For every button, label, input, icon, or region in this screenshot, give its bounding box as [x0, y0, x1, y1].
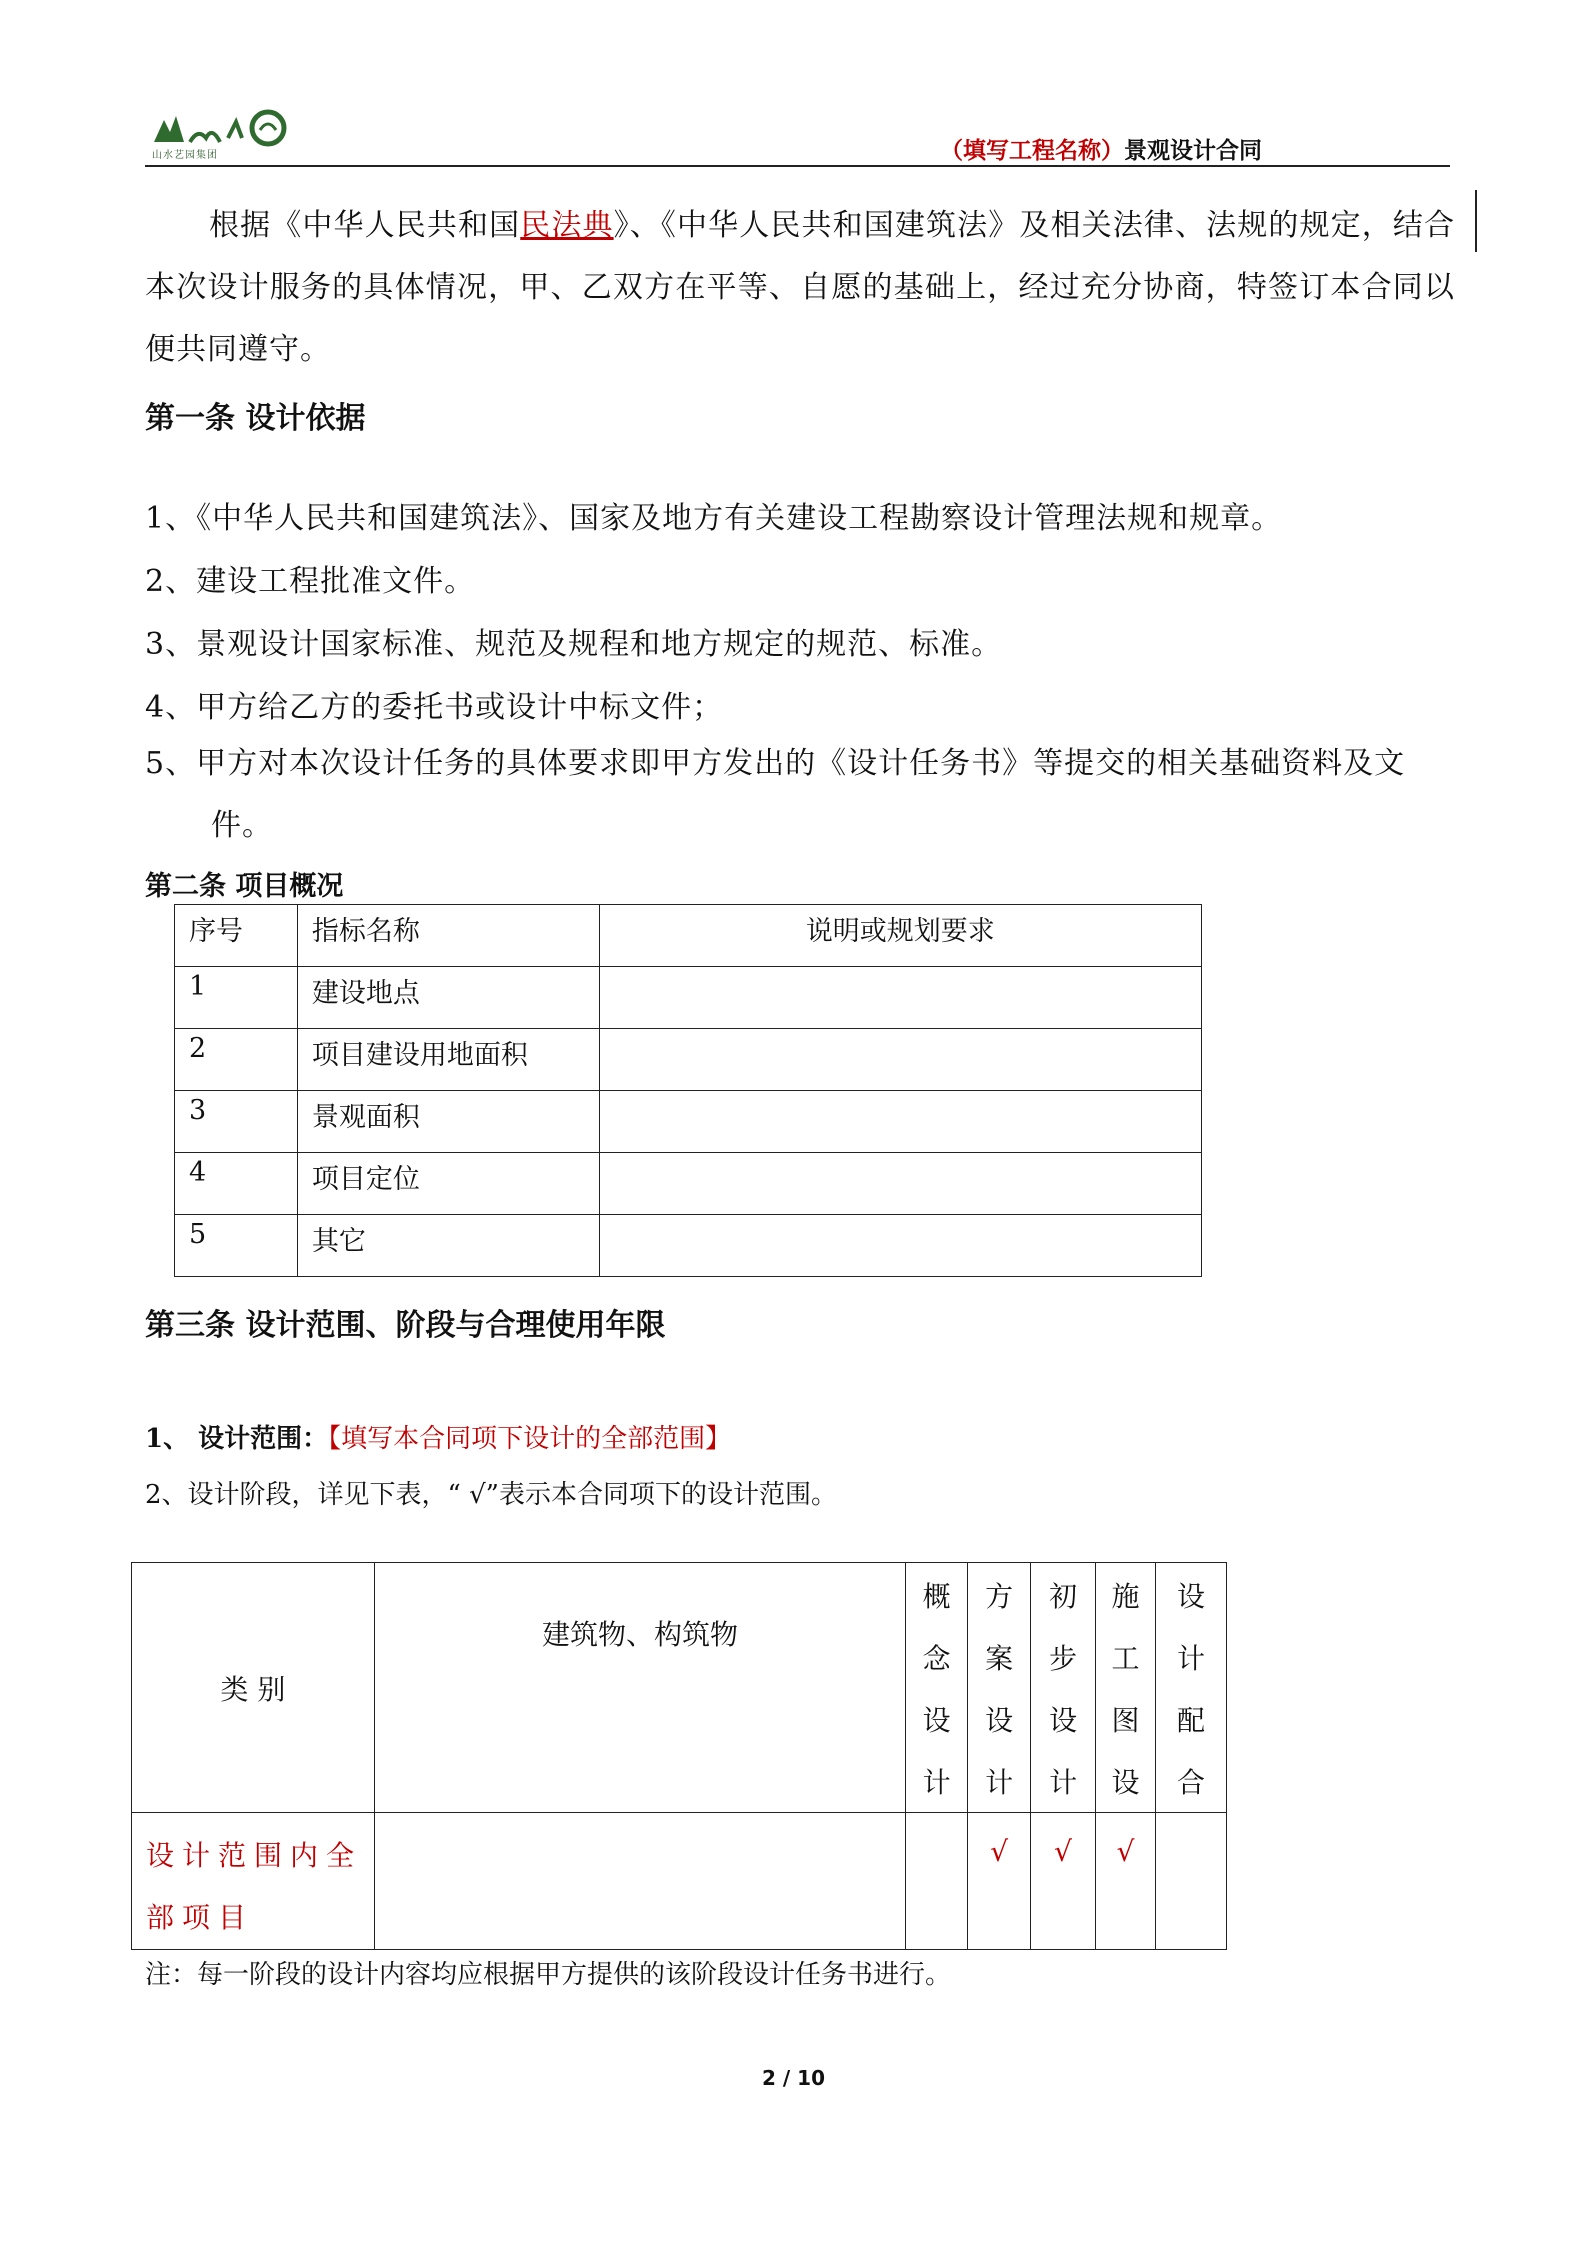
row-index: 2: [175, 1029, 298, 1091]
building-header: 建筑物、构筑物: [374, 1563, 905, 1813]
row-desc[interactable]: [599, 1215, 1201, 1277]
header-title: [940, 132, 1262, 165]
logo-text: 山水艺园集团: [152, 150, 218, 161]
table-row: [175, 1153, 1202, 1215]
header-cell-name: 指标名称: [297, 905, 599, 967]
stage-concept-header: 概 念 设 计: [906, 1563, 968, 1813]
check-scheme[interactable]: √: [968, 1813, 1031, 1950]
article3-heading: 第三条 设计范围、阶段与合理使用年限: [145, 1308, 666, 1343]
intro-paragraph: [145, 195, 1455, 381]
header-cell-index: 序号: [175, 905, 298, 967]
stage-support-header: 设 计 配 合: [1156, 1563, 1227, 1813]
article1-item-2: 2、建设工程批准文件。: [145, 564, 476, 599]
header-divider: [145, 165, 1450, 167]
row-index: 3: [175, 1091, 298, 1153]
margin-mark: [1475, 190, 1477, 252]
article1-heading: 第一条 设计依据: [145, 401, 366, 436]
table-row: [175, 1091, 1202, 1153]
table-row: [175, 1215, 1202, 1277]
header-title-contract: 景观设计合同: [1124, 137, 1262, 164]
page-number: 2 / 10: [762, 2066, 825, 2090]
table-row: [132, 1813, 1227, 1950]
stage-construction-header: 施 工 图 设: [1096, 1563, 1156, 1813]
check-concept[interactable]: [906, 1813, 968, 1950]
intro-text-start: 根据《中华人民共和国: [209, 208, 521, 243]
category-header: 类 别: [132, 1563, 375, 1813]
row-index: 5: [175, 1215, 298, 1277]
row-name: 项目建设用地面积: [297, 1029, 599, 1091]
table-row: [175, 1029, 1202, 1091]
article1-item-4: 4、甲方给乙方的委托书或设计中标文件；: [145, 690, 724, 725]
design-scope-label: 1、 设计范围：: [145, 1424, 329, 1454]
row-desc[interactable]: [599, 1029, 1201, 1091]
article2-heading: 第二条 项目概况: [145, 871, 344, 902]
row-index: 1: [175, 967, 298, 1029]
scope-row-building[interactable]: [374, 1813, 905, 1950]
check-construction[interactable]: √: [1096, 1813, 1156, 1950]
row-desc[interactable]: [599, 967, 1201, 1029]
stage-preliminary-header: 初 步 设 计: [1031, 1563, 1096, 1813]
check-support[interactable]: [1156, 1813, 1227, 1950]
stage-note: 注：每一阶段的设计内容均应根据甲方提供的该阶段设计任务书进行。: [145, 1960, 952, 1990]
table-row: [175, 967, 1202, 1029]
table-header-row: [175, 905, 1202, 967]
project-overview-table: [174, 904, 1202, 1277]
article1-item-1: 1、《中华人民共和国建筑法》、国家及地方有关建设工程勘察设计管理法规和规章。: [145, 501, 1283, 536]
article1-item-5: 5、甲方对本次设计任务的具体要求即甲方发出的《设计任务书》等提交的相关基础资料及文件。: [145, 746, 1406, 843]
design-scope-value: 【填写本合同项下设计的全部范围】: [328, 1424, 732, 1454]
design-scope-line: [145, 1418, 731, 1455]
scope-row-label: 设计范围内全部项目: [132, 1813, 375, 1950]
civil-code-link[interactable]: 民法典: [520, 208, 614, 243]
stage-header-row: [132, 1563, 1227, 1813]
stage-scheme-header: 方 案 设 计: [968, 1563, 1031, 1813]
row-name: 项目定位: [297, 1153, 599, 1215]
header-cell-desc: 说明或规划要求: [599, 905, 1201, 967]
header-title-project: （填写工程名称）: [940, 137, 1124, 164]
row-index: 4: [175, 1153, 298, 1215]
row-name: 建设地点: [297, 967, 599, 1029]
row-name: 其它: [297, 1215, 599, 1277]
check-preliminary[interactable]: √: [1031, 1813, 1096, 1950]
design-stage-table: [131, 1562, 1227, 1950]
intro-text-end: 》、《中华人民共和国建筑法》及相关法律、法规的规定，结合本次设计服务的具体情况，甲、乙双方在平等、自愿的基础上，经过充分协商，特签订本合同以便共同遵守。: [145, 208, 1455, 367]
logo-mark-icon: [150, 108, 290, 148]
row-desc[interactable]: [599, 1153, 1201, 1215]
row-name: 景观面积: [297, 1091, 599, 1153]
row-desc[interactable]: [599, 1091, 1201, 1153]
design-stage-text: 2、设计阶段，详见下表，“ √”表示本合同项下的设计范围。: [145, 1480, 837, 1510]
article1-item-3: 3、景观设计国家标准、规范及规程和地方规定的规范、标准。: [145, 627, 1003, 662]
